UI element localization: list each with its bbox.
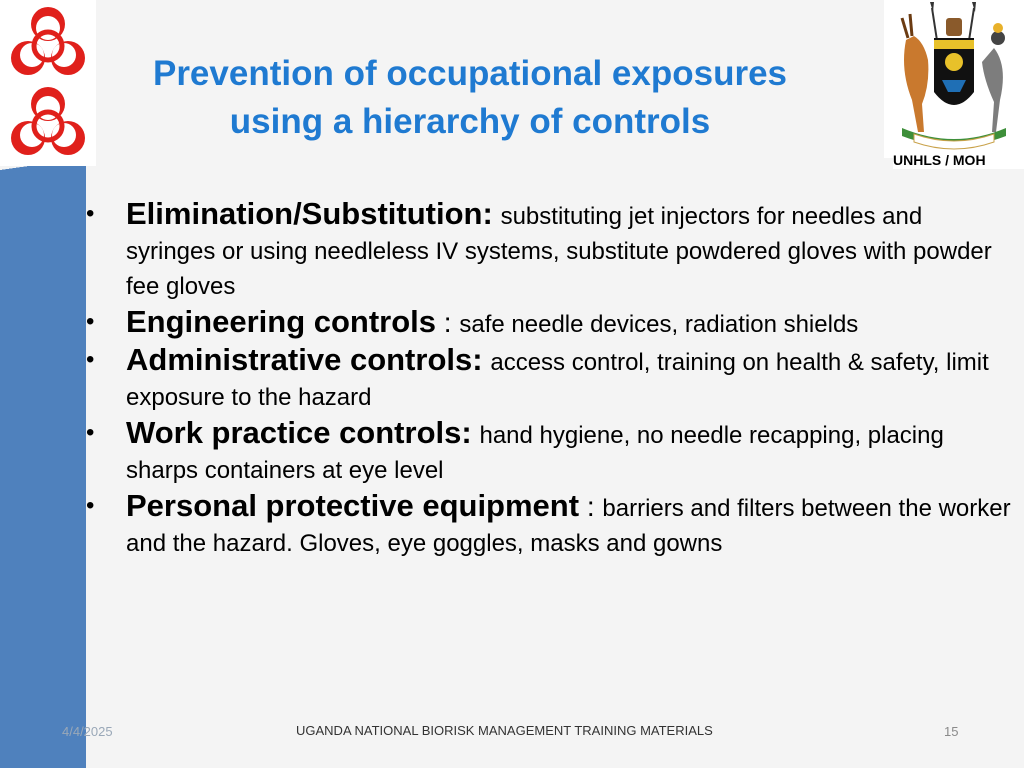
biohazard-icon (0, 0, 96, 86)
bullet-text: hand hygiene, no needle recapping, placing sharps containers at eye level (126, 422, 944, 484)
bullet-text: access control, training on health & safety, limit exposure to the hazard (126, 349, 989, 411)
bullet-dot-icon: • (86, 308, 95, 335)
bullet-personal-protective-equipment (86, 488, 1016, 561)
footer-date: 4/4/2025 (62, 724, 113, 739)
bullet-text: substituting jet injectors for needles and syringes or using needleless IV systems, substitute powdered gloves with powder fee gloves (126, 203, 992, 300)
footer-title: UGANDA NATIONAL BIORISK MANAGEMENT TRAINING MATERIALS (296, 723, 713, 738)
bullet-dot-icon: • (86, 492, 95, 519)
bullet-term: Personal protective equipment (126, 488, 580, 523)
bullet-dot-icon: • (86, 419, 95, 446)
bullet-term: Administrative controls: (126, 342, 483, 377)
bullet-administrative-controls (86, 342, 1016, 415)
title-line-2: using a hierarchy of controls (229, 102, 711, 141)
bullet-work-practice-controls (86, 415, 1016, 488)
org-label: UNHLS / MOH (893, 151, 1024, 169)
bullet-separator (493, 199, 501, 230)
bullet-elimination-substitution (86, 196, 1016, 304)
uganda-coat-of-arms-icon (884, 0, 1024, 158)
bullet-dot-icon: • (86, 346, 95, 373)
bullet-text: barriers and filters between the worker and the hazard. Gloves, eye goggles, masks and gowns (126, 495, 1011, 557)
controls-bullet-list (86, 196, 1016, 561)
biohazard-icon (0, 80, 96, 166)
bullet-term: Work practice controls: (126, 415, 472, 450)
bullet-separator: : (579, 491, 603, 522)
bullet-dot-icon: • (86, 200, 95, 227)
page-title (105, 50, 835, 146)
bullet-term: Elimination/Substitution: (126, 196, 493, 231)
left-accent-bar (0, 170, 86, 768)
bullet-text: safe needle devices, radiation shields (459, 311, 859, 338)
page-number: 15 (944, 724, 959, 739)
bullet-separator: : (436, 307, 460, 338)
title-line-1: Prevention of occupational exposures (152, 54, 788, 93)
bullet-term: Engineering controls (126, 304, 437, 339)
bullet-engineering-controls (86, 304, 1016, 342)
